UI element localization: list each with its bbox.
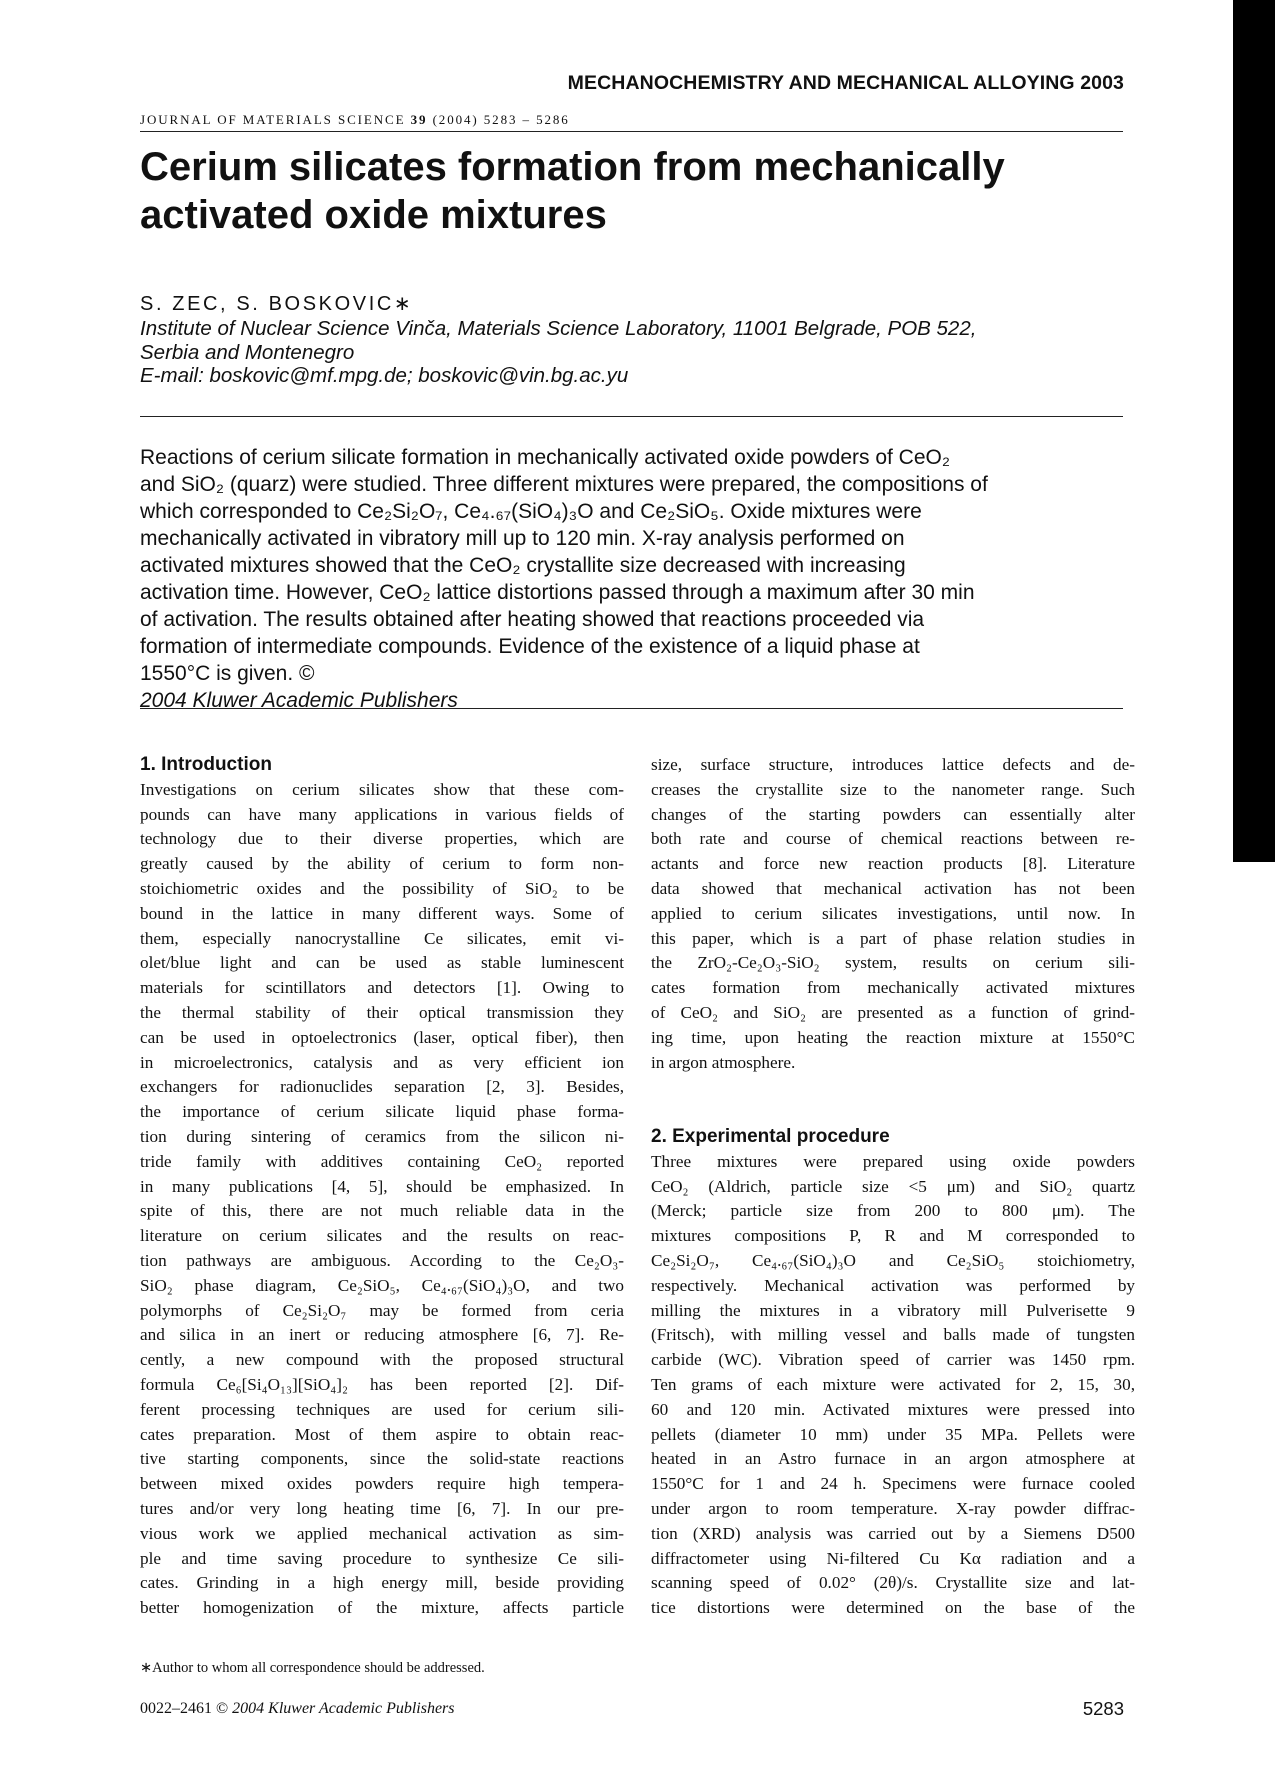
footer-publisher: 2004 Kluwer Academic Publishers [232,1700,455,1717]
abstract-line [140,660,1130,714]
left-column [140,753,624,1621]
text-line: polymorphs of Ce₂Si₂O₇ may be formed from ceria [140,1300,624,1320]
text-line: between mixed oxides powders require high tempera- [140,1474,624,1494]
text-line: creases the crystallite size to the nanometer range. Such [651,779,1135,799]
text-line: tion during sintering of ceramics from the silicon ni- [140,1126,624,1146]
text-line: formula Ce₆[Si₄O₁₃][SiO₄]₂ has been reported [2]. Dif- [140,1374,624,1394]
text-line: SiO₂ phase diagram, Ce₂SiO₅, Ce₄.₆₇(SiO₄)₃O, and two [140,1275,624,1295]
affiliation-line: Institute of Nuclear Science Vinča, Materials Science Laboratory, 11001 Belgrade, POB 522, [140,317,977,340]
abstract-bottom-rule [140,708,1123,709]
text-line: technology due to their diverse properties, which are [140,829,624,849]
text-line: ferent processing techniques are used for cerium sili- [140,1399,624,1419]
journal-name: JOURNAL OF MATERIALS SCIENCE [140,112,406,127]
journal-volume: 39 [410,112,428,127]
journal-citation [140,112,570,128]
text-line: them, especially nanocrystalline Ce silicates, emit vi- [140,928,624,948]
text-line: diffractometer using Ni-filtered Cu Kα radiation and a [651,1548,1135,1568]
issn: 0022–2461 © [140,1700,233,1717]
article-title: Cerium silicates formation from mechanically activated oxide mixtures [140,145,1005,237]
text-line: carbide (WC). Vibration speed of carrier was 1450 rpm. [651,1350,1135,1370]
header-rule [140,131,1123,132]
abstract-line: activated mixtures showed that the CeO₂ crystallite size decreased with increasing [140,554,906,577]
abstract-line: of activation. The results obtained after heating showed that reactions proceeded via [140,608,925,631]
text-line: mixtures compositions P, R and M corresponded to [651,1226,1135,1246]
text-line: greatly caused by the ability of cerium to form non- [140,854,624,874]
text-line: both rate and course of chemical reactions between re- [651,829,1135,849]
author-footnote: ∗Author to whom all correspondence should be addressed. [140,1660,485,1676]
text-line: (Fritsch), with milling vessel and balls made of tungsten [651,1325,1135,1345]
text-line: tion (XRD) analysis was carried out by a Siemens D500 [651,1523,1135,1543]
text-line: can be used in optoelectronics (laser, optical fiber), then [140,1027,624,1047]
text-line: cates preparation. Most of them aspire to obtain reac- [140,1424,624,1444]
text-line: in many publications [4, 5], should be emphasized. In [140,1176,624,1196]
text-line: Ce₂Si₂O₇, Ce₄.₆₇(SiO₄)₃O and Ce₂SiO₅ stoichiometry, [651,1250,1135,1270]
section-heading-experimental: 2. Experimental procedure [651,1125,890,1147]
affiliation-line: Serbia and Montenegro [140,340,355,364]
text-line: the importance of cerium silicate liquid phase forma- [140,1102,624,1122]
section-heading-introduction: 1. Introduction [140,754,272,775]
text-line: ing time, upon heating the reaction mixture at 1550°C [651,1027,1135,1047]
text-line: under argon to room temperature. X-ray powder diffrac- [651,1498,1135,1518]
text-line: Investigations on cerium silicates show that these com- [140,779,624,799]
section-spacer [651,1100,1135,1125]
text-line: better homogenization of the mixture, affects particle [140,1598,624,1618]
text-line: and silica in an inert or reducing atmosphere [6, 7]. Re- [140,1325,624,1345]
abstract-line: which corresponded to Ce₂Si₂O₇, Ce₄.₆₇(SiO₄)₃O and Ce₂SiO₅. Oxide mixtures were [140,500,922,523]
text-line: of CeO₂ and SiO₂ are presented as a function of grind- [651,1002,1135,1022]
text-line: scanning speed of 0.02° (2θ)/s. Crystallite size and lat- [651,1573,1135,1593]
email-line: E-mail: boskovic@mf.mpg.de; boskovic@vin.bg.ac.yu [140,364,629,387]
text-line: cates. Grinding in a high energy mill, beside providing [140,1573,624,1593]
side-tab-marker [1233,0,1275,862]
text-line: vious work we applied mechanical activation as sim- [140,1523,624,1543]
abstract-publisher: 2004 Kluwer Academic Publishers [140,689,458,712]
text-line: cates formation from mechanically activated mixtures [651,978,1135,998]
text-line: materials for scintillators and detectors [1]. Owing to [140,978,624,998]
text-line: the ZrO₂-Ce₂O₃-SiO₂ system, results on cerium sili- [651,953,1135,973]
text-line: in microelectronics, catalysis and as very efficient ion [140,1052,624,1072]
text-line: exchangers for radionuclides separation [2, 3]. Besides, [140,1077,624,1097]
abstract [140,444,1130,714]
right-column [651,753,1135,1621]
text-line: Ten grams of each mixture were activated for 2, 15, 30, [651,1374,1135,1394]
abstract-line: formation of intermediate compounds. Evidence of the existence of a liquid phase at [140,635,920,658]
text-line: respectively. Mechanical activation was performed by [651,1275,1135,1295]
text-line: size, surface structure, introduces lattice defects and de- [651,755,1135,774]
text-line: tive starting components, since the solid-state reactions [140,1449,624,1469]
abstract-line: mechanically activated in vibratory mill up to 120 min. X-ray analysis performed on [140,527,905,550]
text-line: 1550°C for 1 and 24 h. Specimens were furnace cooled [651,1474,1135,1494]
text-line: tures and/or very long heating time [6, 7]. In our pre- [140,1498,624,1518]
text-line: literature on cerium silicates and the results on reac- [140,1226,624,1246]
text-line: olet/blue light and can be used as stable luminescent [140,953,624,973]
text-line: tride family with additives containing CeO₂ reported [140,1151,624,1171]
text-line: the thermal stability of their optical transmission they [140,1002,624,1022]
text-line: in argon atmosphere. [651,1052,796,1072]
text-line: actants and force new reaction products [8]. Literature [651,854,1135,874]
text-line: stoichiometric oxides and the possibility of SiO₂ to be [140,878,624,898]
text-line: Three mixtures were prepared using oxide powders [651,1151,1135,1171]
footer-issn [140,1700,455,1718]
text-line: 60 and 120 min. Activated mixtures were pressed into [651,1399,1135,1419]
text-line: (Merck; particle size from 200 to 800 μm). The [651,1201,1135,1221]
text-line: spite of this, there are not much reliable data in the [140,1201,624,1221]
text-line: data showed that mechanical activation has not been [651,878,1135,898]
text-line: CeO₂ (Aldrich, particle size <5 μm) and SiO₂ quartz [651,1176,1135,1196]
authors: S. ZEC, S. BOSKOVIC∗ [140,293,414,315]
text-line: ple and time saving procedure to synthesize Ce sili- [140,1548,624,1568]
text-line: tion pathways are ambiguous. According to the Ce₂O₃- [140,1250,624,1270]
abstract-line: activation time. However, CeO₂ lattice distortions passed through a maximum after 30 min [140,581,975,604]
text-line: this paper, which is a part of phase relation studies in [651,928,1135,948]
text-line: pounds can have many applications in various fields of [140,804,624,824]
abstract-line: Reactions of cerium silicate formation in mechanically activated oxide powders of CeO₂ [140,446,951,469]
text-line: applied to cerium silicates investigations, until now. In [651,903,1135,923]
abstract-line: and SiO₂ (quarz) were studied. Three different mixtures were prepared, the compositions of [140,473,988,496]
text-line: bound in the lattice in many different ways. Some of [140,903,624,923]
text-line: cently, a new compound with the proposed structural [140,1350,624,1370]
abstract-top-rule [140,416,1123,417]
text-line: heated in an Astro furnace in an argon atmosphere at [651,1449,1135,1469]
text-line: pellets (diameter 10 mm) under 35 MPa. Pellets were [651,1424,1135,1444]
conference-series: MECHANOCHEMISTRY AND MECHANICAL ALLOYING 2003 [567,72,1124,94]
text-line: tice distortions were determined on the base of the [651,1598,1135,1618]
text-line: changes of the starting powders can essentially alter [651,804,1135,824]
page-number: 5283 [1082,1698,1124,1719]
abstract-last-text: 1550°C is given. © [140,662,315,685]
section-spacer [651,1075,1135,1100]
text-line: milling the mixtures in a vibratory mill Pulverisette 9 [651,1300,1135,1320]
affiliation [140,317,1130,388]
journal-year-pages: (2004) 5283 – 5286 [432,112,570,127]
